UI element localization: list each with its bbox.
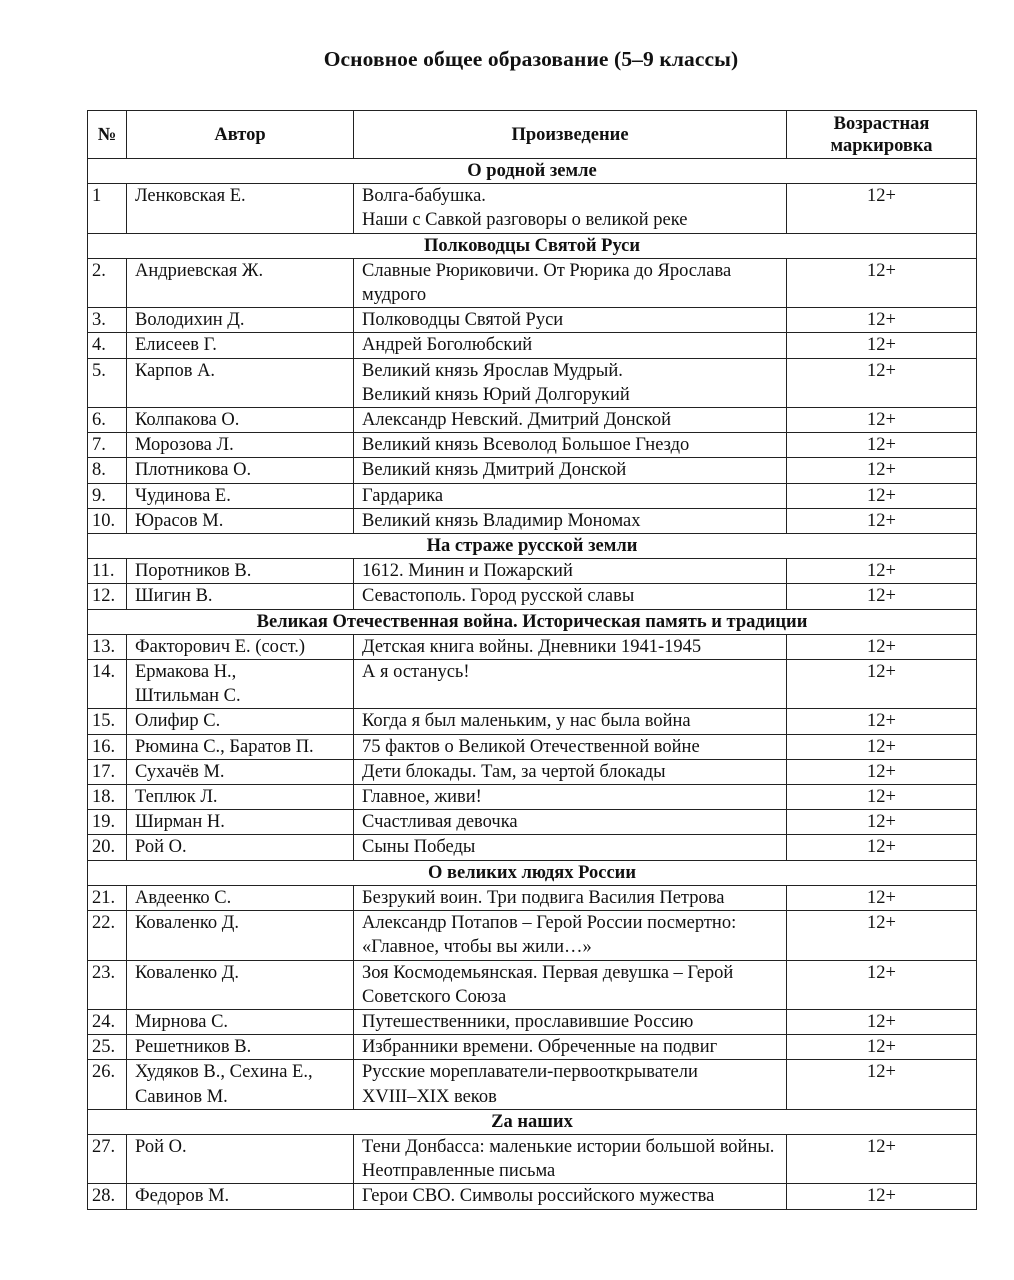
row-author: Плотникова О.	[127, 458, 354, 483]
row-author: Шигин В.	[127, 584, 354, 609]
row-work: Севастополь. Город русской славы	[354, 584, 787, 609]
row-number: 24.	[88, 1009, 127, 1034]
row-number: 2.	[88, 258, 127, 307]
row-number: 13.	[88, 634, 127, 659]
row-age-rating: 12+	[787, 885, 977, 910]
row-work: Когда я был маленьким, у нас была война	[354, 709, 787, 734]
header-age: Возрастная маркировка	[787, 111, 977, 159]
header-work: Произведение	[354, 111, 787, 159]
row-work: 1612. Минин и Пожарский	[354, 559, 787, 584]
row-work: Александр Потапов – Герой России посмертно: «Главное, чтобы вы жили…»	[354, 911, 787, 960]
row-author: Поротников В.	[127, 559, 354, 584]
row-work: Великий князь Дмитрий Донской	[354, 458, 787, 483]
row-number: 28.	[88, 1184, 127, 1209]
table-row	[88, 660, 977, 709]
table-row	[88, 1060, 977, 1109]
section-heading: О родной земле	[88, 159, 977, 184]
row-number: 12.	[88, 584, 127, 609]
row-number: 18.	[88, 785, 127, 810]
table-row	[88, 1009, 977, 1034]
row-age-rating: 12+	[787, 184, 977, 233]
row-author: Морозова Л.	[127, 433, 354, 458]
table-row	[88, 634, 977, 659]
row-age-rating: 12+	[787, 1035, 977, 1060]
row-number: 4.	[88, 333, 127, 358]
row-work: Тени Донбасса: маленькие истории большой войны. Неотправленные письма	[354, 1134, 787, 1183]
row-work: Волга-бабушка. Наши с Савкой разговоры о великой реке	[354, 184, 787, 233]
row-author: Олифир С.	[127, 709, 354, 734]
section-row	[88, 159, 977, 184]
table-row	[88, 358, 977, 407]
page-title: Основное общее образование (5–9 классы)	[323, 47, 739, 71]
row-work: Сыны Победы	[354, 835, 787, 860]
table-row	[88, 835, 977, 860]
row-author: Рой О.	[127, 835, 354, 860]
row-age-rating: 12+	[787, 759, 977, 784]
row-number: 23.	[88, 960, 127, 1009]
section-heading: О великих людях России	[88, 860, 977, 885]
row-number: 6.	[88, 408, 127, 433]
row-author: Юрасов М.	[127, 508, 354, 533]
row-age-rating: 12+	[787, 734, 977, 759]
row-work: Дети блокады. Там, за чертой блокады	[354, 759, 787, 784]
table-row	[88, 911, 977, 960]
table-row	[88, 308, 977, 333]
row-age-rating: 12+	[787, 483, 977, 508]
row-work: Главное, живи!	[354, 785, 787, 810]
row-work: Великий князь Всеволод Большое Гнездо	[354, 433, 787, 458]
row-number: 16.	[88, 734, 127, 759]
row-number: 22.	[88, 911, 127, 960]
row-age-rating: 12+	[787, 634, 977, 659]
row-age-rating: 12+	[787, 1184, 977, 1209]
row-age-rating: 12+	[787, 1009, 977, 1034]
row-age-rating: 12+	[787, 660, 977, 709]
row-age-rating: 12+	[787, 308, 977, 333]
row-age-rating: 12+	[787, 333, 977, 358]
row-age-rating: 12+	[787, 960, 977, 1009]
table-row	[88, 483, 977, 508]
row-number: 1	[88, 184, 127, 233]
table-row	[88, 584, 977, 609]
row-work: Александр Невский. Дмитрий Донской	[354, 408, 787, 433]
row-work: Андрей Боголюбский	[354, 333, 787, 358]
table-row	[88, 1035, 977, 1060]
table-row	[88, 960, 977, 1009]
row-number: 15.	[88, 709, 127, 734]
row-age-rating: 12+	[787, 408, 977, 433]
table-row	[88, 785, 977, 810]
row-author: Сухачёв М.	[127, 759, 354, 784]
row-author: Худяков В., Сехина Е., Савинов М.	[127, 1060, 354, 1109]
row-number: 14.	[88, 660, 127, 709]
row-author: Теплюк Л.	[127, 785, 354, 810]
row-age-rating: 12+	[787, 810, 977, 835]
row-number: 7.	[88, 433, 127, 458]
row-author: Коваленко Д.	[127, 960, 354, 1009]
section-heading: Великая Отечественная война. Историческая память и традиции	[88, 609, 977, 634]
row-work: Безрукий воин. Три подвига Василия Петрова	[354, 885, 787, 910]
row-work: Счастливая девочка	[354, 810, 787, 835]
row-work: Славные Рюриковичи. От Рюрика до Ярослава мудрого	[354, 258, 787, 307]
row-number: 25.	[88, 1035, 127, 1060]
row-author: Ширман Н.	[127, 810, 354, 835]
table-row	[88, 408, 977, 433]
row-work: Великий князь Владимир Мономах	[354, 508, 787, 533]
table-body	[88, 159, 977, 1210]
table-row	[88, 508, 977, 533]
row-work: Детская книга войны. Дневники 1941-1945	[354, 634, 787, 659]
row-author: Ленковская Е.	[127, 184, 354, 233]
table-row	[88, 333, 977, 358]
row-author: Федоров М.	[127, 1184, 354, 1209]
row-number: 9.	[88, 483, 127, 508]
row-age-rating: 12+	[787, 584, 977, 609]
row-age-rating: 12+	[787, 258, 977, 307]
table-row	[88, 759, 977, 784]
table-row	[88, 184, 977, 233]
table-row	[88, 433, 977, 458]
table-row	[88, 709, 977, 734]
row-number: 27.	[88, 1134, 127, 1183]
table-row	[88, 258, 977, 307]
row-work: 75 фактов о Великой Отечественной войне	[354, 734, 787, 759]
section-row	[88, 1109, 977, 1134]
row-work: Зоя Космодемьянская. Первая девушка – Герой Советского Союза	[354, 960, 787, 1009]
row-author: Ермакова Н., Штильман С.	[127, 660, 354, 709]
row-age-rating: 12+	[787, 709, 977, 734]
row-age-rating: 12+	[787, 911, 977, 960]
table-row	[88, 559, 977, 584]
table-row	[88, 734, 977, 759]
table-header-row	[88, 111, 977, 159]
row-author: Коваленко Д.	[127, 911, 354, 960]
row-author: Мирнова С.	[127, 1009, 354, 1034]
row-age-rating: 12+	[787, 508, 977, 533]
row-work: Путешественники, прославившие Россию	[354, 1009, 787, 1034]
row-author: Рой О.	[127, 1134, 354, 1183]
row-author: Володихин Д.	[127, 308, 354, 333]
table-row	[88, 810, 977, 835]
section-row	[88, 609, 977, 634]
section-row	[88, 860, 977, 885]
row-age-rating: 12+	[787, 785, 977, 810]
section-heading: Zа наших	[88, 1109, 977, 1134]
row-author: Чудинова Е.	[127, 483, 354, 508]
row-work: Герои СВО. Символы российского мужества	[354, 1184, 787, 1209]
row-work: Избранники времени. Обреченные на подвиг	[354, 1035, 787, 1060]
row-number: 20.	[88, 835, 127, 860]
section-heading: Полководцы Святой Руси	[88, 233, 977, 258]
row-work: Русские мореплаватели-первооткрыватели XVIII–XIX веков	[354, 1060, 787, 1109]
row-number: 19.	[88, 810, 127, 835]
row-age-rating: 12+	[787, 835, 977, 860]
header-num: №	[88, 111, 127, 159]
table-row	[88, 885, 977, 910]
row-number: 10.	[88, 508, 127, 533]
section-heading: На страже русской земли	[88, 534, 977, 559]
table-row	[88, 1184, 977, 1209]
row-work: Гардарика	[354, 483, 787, 508]
row-author: Рюмина С., Баратов П.	[127, 734, 354, 759]
table-row	[88, 1134, 977, 1183]
row-age-rating: 12+	[787, 458, 977, 483]
row-age-rating: 12+	[787, 559, 977, 584]
row-author: Решетников В.	[127, 1035, 354, 1060]
row-author: Факторович Е. (сост.)	[127, 634, 354, 659]
row-number: 17.	[88, 759, 127, 784]
row-age-rating: 12+	[787, 1060, 977, 1109]
row-age-rating: 12+	[787, 433, 977, 458]
row-work: А я останусь!	[354, 660, 787, 709]
section-row	[88, 534, 977, 559]
table-row	[88, 458, 977, 483]
header-author: Автор	[127, 111, 354, 159]
row-number: 26.	[88, 1060, 127, 1109]
row-number: 21.	[88, 885, 127, 910]
book-list-table	[87, 110, 977, 1210]
row-work: Великий князь Ярослав Мудрый. Великий князь Юрий Долгорукий	[354, 358, 787, 407]
row-age-rating: 12+	[787, 358, 977, 407]
row-author: Андриевская Ж.	[127, 258, 354, 307]
section-row	[88, 233, 977, 258]
row-author: Карпов А.	[127, 358, 354, 407]
row-author: Авдеенко С.	[127, 885, 354, 910]
row-author: Колпакова О.	[127, 408, 354, 433]
row-number: 3.	[88, 308, 127, 333]
row-number: 8.	[88, 458, 127, 483]
row-number: 5.	[88, 358, 127, 407]
row-work: Полководцы Святой Руси	[354, 308, 787, 333]
row-age-rating: 12+	[787, 1134, 977, 1183]
row-author: Елисеев Г.	[127, 333, 354, 358]
row-number: 11.	[88, 559, 127, 584]
